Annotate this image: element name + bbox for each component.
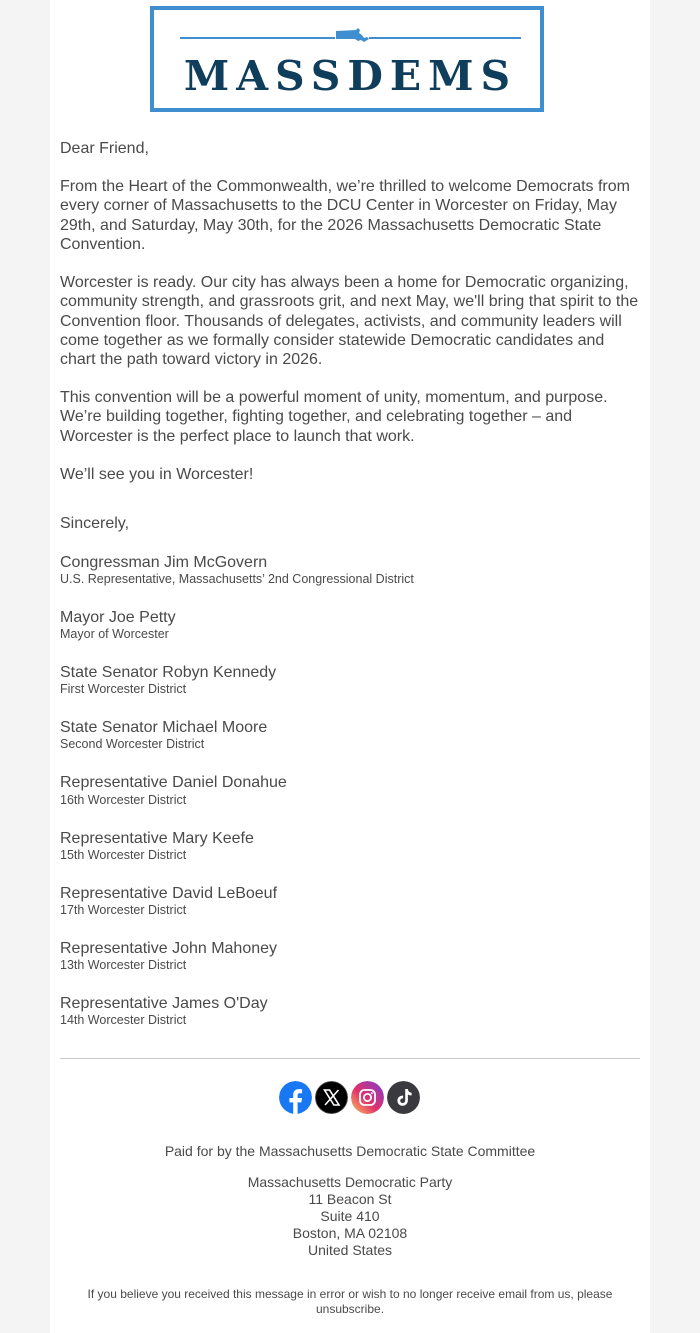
signatory-name: Representative Mary Keefe (60, 830, 254, 847)
signatory-name: Representative David LeBoeuf (60, 885, 278, 902)
paid-for-disclaimer: Paid for by the Massachusetts Democratic State Committee (164, 1143, 536, 1159)
signatory-name: Congressman Jim McGovern (60, 554, 268, 571)
address-line: Suite 410 (320, 1208, 380, 1224)
signatory-title: First Worcester District (60, 682, 187, 696)
massachusetts-state-icon (334, 27, 370, 49)
massdems-logo[interactable] (150, 6, 544, 112)
unsubscribe-notice (78, 1287, 622, 1317)
address-line: Boston, MA 02108 (292, 1225, 408, 1241)
logo-rule-left (180, 37, 335, 39)
signatory-title: U.S. Representative, Massachusetts’ 2nd Congressional District (60, 572, 414, 586)
paragraph-1: From the Heart of the Commonwealth, we’re thrilled to welcome Democrats from every corner of Massachusetts to the DCU Center in Worcester on Friday, May 29th, and Saturday, May 30th, for the 2026 Massachusetts Democratic State Convention. (60, 178, 630, 253)
signatory-title: Second Worcester District (60, 737, 205, 751)
instagram-icon[interactable] (351, 1081, 384, 1114)
greeting: Dear Friend, (60, 140, 149, 157)
x-icon[interactable] (315, 1081, 348, 1114)
signatory-name: Representative James O'Day (60, 995, 268, 1012)
signatory-name: State Senator Robyn Kennedy (60, 664, 277, 681)
signatory-name: Representative John Mahoney (60, 940, 278, 957)
paragraph-2: Worcester is ready. Our city has always been a home for Democratic organizing, community strength, and grassroots grit, and next May, we'll bring that spirit to the Convention floor. Thousands of delegates, activists, and community leaders will come together as we formally consider statewide Democratic candidates and chart the path toward victory in 2026. (60, 274, 639, 369)
signatory-name: Mayor Joe Petty (60, 609, 176, 626)
social-links (279, 1081, 421, 1114)
signatory-title: 13th Worcester District (60, 958, 187, 972)
paragraph-4: We’ll see you in Worcester! (60, 466, 254, 483)
logo-wordmark: MASSDEMS (183, 52, 518, 100)
unsubscribe-link[interactable]: unsubscribe (315, 1302, 381, 1316)
paragraph-3: This convention will be a powerful moment of unity, momentum, and purpose. We’re building together, fighting together, and celebrating together – and Worcester is the perfect place to launch that work. (60, 389, 608, 445)
logo-rule-right (369, 37, 521, 39)
unsubscribe-period: . (380, 1302, 385, 1316)
address-line: 11 Beacon St (308, 1191, 392, 1207)
facebook-icon[interactable] (279, 1081, 312, 1114)
address-line: Massachusetts Democratic Party (247, 1174, 453, 1190)
signatory-title: Mayor of Worcester (60, 627, 169, 641)
email-body (50, 0, 650, 1333)
address-block (50, 1174, 650, 1259)
signatory-title: 14th Worcester District (60, 1013, 187, 1027)
signatory-name: Representative Daniel Donahue (60, 774, 287, 791)
unsubscribe-text: If you believe you received this message in error or wish to no longer receive email from us, please (87, 1287, 613, 1301)
closing: Sincerely, (60, 515, 130, 532)
signatory-name: State Senator Michael Moore (60, 719, 268, 736)
tiktok-icon[interactable] (387, 1081, 420, 1114)
signatory-title: 15th Worcester District (60, 848, 187, 862)
footer-divider (60, 1058, 640, 1059)
signatory-title: 16th Worcester District (60, 793, 187, 807)
address-line: United States (307, 1242, 393, 1258)
signatory-title: 17th Worcester District (60, 903, 187, 917)
